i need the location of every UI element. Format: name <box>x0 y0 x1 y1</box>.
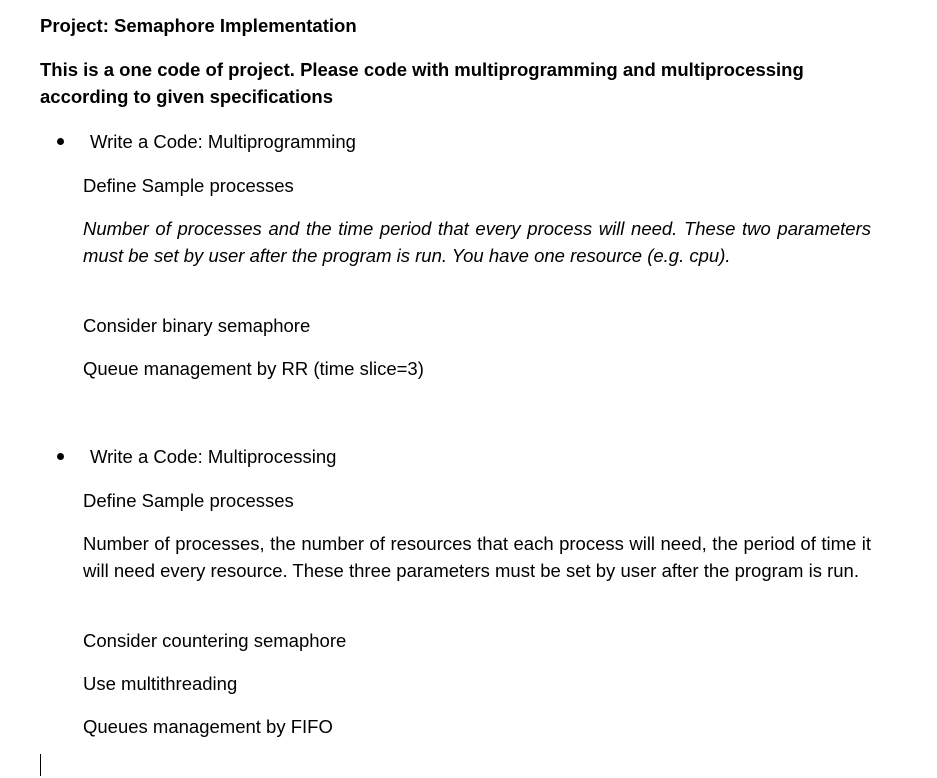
text-cursor[interactable] <box>40 754 41 776</box>
section1-description: Number of processes and the time period that every process will need. These two parameters must be set by user after the program is run. You have one resource (e.g. cpu). <box>83 218 871 266</box>
section1-semaphore: Consider binary semaphore <box>83 315 311 336</box>
section2-description: Number of processes, the number of resources that each process will need, the period of time it will need every resource. These three parameters must be set by user after the program is run. <box>83 533 871 581</box>
section2-queue: Queues management by FIFO <box>83 716 333 737</box>
intro-line-1: This is a one code of project. Please code with multiprogramming and multiprocessing <box>40 59 804 80</box>
intro-line-2: according to given specifications <box>40 86 333 107</box>
section1-bullet-text: Write a Code: Multiprogramming <box>90 131 356 152</box>
section2-threading: Use multithreading <box>83 673 238 694</box>
project-title: Project: Semaphore Implementation <box>40 15 357 36</box>
section2-bullet-text: Write a Code: Multiprocessing <box>90 446 337 467</box>
section1-define: Define Sample processes <box>83 175 294 196</box>
section2-semaphore: Consider countering semaphore <box>83 630 347 651</box>
bullet-icon <box>57 138 64 145</box>
bullet-icon <box>57 453 64 460</box>
section2-define: Define Sample processes <box>83 490 294 511</box>
section1-queue: Queue management by RR (time slice=3) <box>83 358 424 379</box>
